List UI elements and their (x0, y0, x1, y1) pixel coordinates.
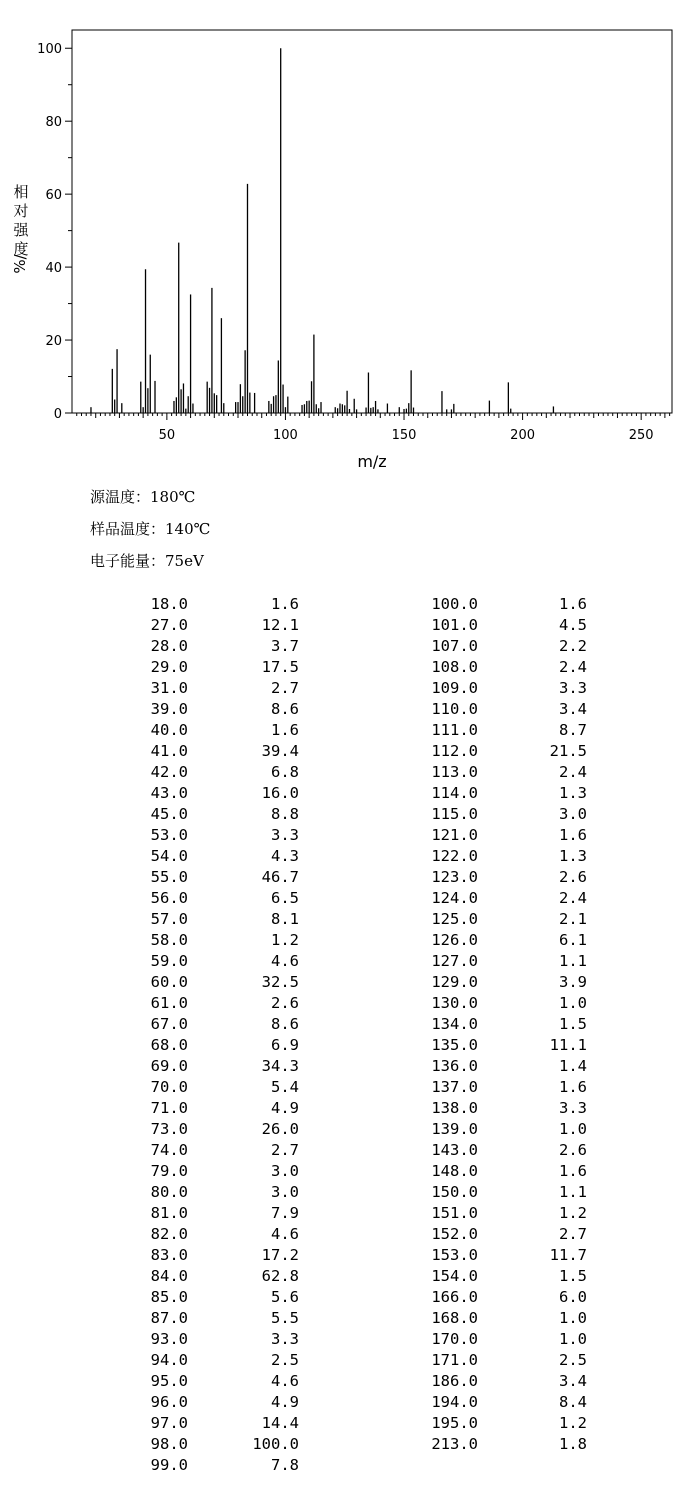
peak-mz: 121.0 (431, 826, 478, 844)
y-axis-label-char: 强 (13, 221, 29, 239)
peak-intensity: 11.7 (549, 1246, 587, 1264)
peak-mz: 87.0 (150, 1309, 188, 1327)
peak-mz: 108.0 (431, 658, 478, 676)
peak-mz: 122.0 (431, 847, 478, 865)
peak-mz: 43.0 (150, 784, 188, 802)
peak-mz: 151.0 (431, 1204, 478, 1222)
peak-mz: 56.0 (150, 889, 188, 907)
peak-mz: 152.0 (431, 1225, 478, 1243)
peak-intensity: 4.6 (271, 952, 299, 970)
peak-intensity: 5.6 (271, 1288, 299, 1306)
peak-mz: 99.0 (150, 1456, 188, 1474)
peak-mz: 123.0 (431, 868, 478, 886)
peak-intensity: 1.0 (559, 1330, 587, 1348)
peak-intensity: 7.9 (271, 1204, 299, 1222)
peak-intensity: 3.3 (559, 679, 587, 697)
peak-mz: 18.0 (150, 595, 188, 613)
peak-intensity: 1.1 (559, 952, 587, 970)
peak-intensity: 1.1 (559, 1183, 587, 1201)
peak-mz: 139.0 (431, 1120, 478, 1138)
y-axis-label (11, 183, 29, 274)
peak-intensity: 3.7 (271, 637, 299, 655)
peak-mz: 150.0 (431, 1183, 478, 1201)
y-tick-label: 20 (45, 334, 62, 350)
y-axis (37, 42, 72, 422)
peak-intensity: 3.9 (559, 973, 587, 991)
peak-intensity: 17.2 (261, 1246, 299, 1264)
peak-intensity: 46.7 (261, 868, 299, 886)
peak-mz: 67.0 (150, 1015, 188, 1033)
peak-intensity: 1.6 (559, 826, 587, 844)
source-temperature: 源温度：180℃ (90, 488, 196, 506)
peak-intensity: 2.4 (559, 889, 587, 907)
peak-intensity: 62.8 (261, 1267, 299, 1285)
peak-mz: 109.0 (431, 679, 478, 697)
peak-intensity: 7.8 (271, 1456, 299, 1474)
peak-intensity: 2.7 (559, 1225, 587, 1243)
peak-intensity: 1.8 (559, 1435, 587, 1453)
peak-mz: 74.0 (150, 1141, 188, 1159)
sample-temperature: 样品温度：140℃ (90, 520, 211, 538)
peak-intensity: 8.8 (271, 805, 299, 823)
peak-intensity: 2.2 (559, 637, 587, 655)
peak-mz: 107.0 (431, 637, 478, 655)
peak-mz: 134.0 (431, 1015, 478, 1033)
peak-intensity: 3.4 (559, 1372, 587, 1390)
peak-intensity: 6.9 (271, 1036, 299, 1054)
peak-mz: 57.0 (150, 910, 188, 928)
mass-spectrum-chart (0, 0, 696, 480)
peak-mz: 137.0 (431, 1078, 478, 1096)
peak-intensity: 1.3 (559, 784, 587, 802)
peak-mz: 100.0 (431, 595, 478, 613)
peak-intensity: 6.8 (271, 763, 299, 781)
y-axis-label-char: 对 (13, 202, 29, 220)
peak-mz: 40.0 (150, 721, 188, 739)
peak-mz: 113.0 (431, 763, 478, 781)
peak-mz: 58.0 (150, 931, 188, 949)
peak-intensity: 1.4 (559, 1057, 587, 1075)
peak-intensity: 4.6 (271, 1372, 299, 1390)
peak-intensity: 1.2 (271, 931, 299, 949)
peak-intensity: 1.0 (559, 1309, 587, 1327)
peak-mz: 171.0 (431, 1351, 478, 1369)
peak-intensity: 1.6 (559, 1162, 587, 1180)
peak-intensity: 1.0 (559, 994, 587, 1012)
peak-intensity: 5.4 (271, 1078, 299, 1096)
peak-mz: 70.0 (150, 1078, 188, 1096)
peak-intensity: 2.7 (271, 679, 299, 697)
peak-intensity: 3.0 (271, 1183, 299, 1201)
peak-intensity: 34.3 (261, 1057, 299, 1075)
peak-intensity: 39.4 (261, 742, 299, 760)
peak-mz: 69.0 (150, 1057, 188, 1075)
peak-intensity: 3.0 (559, 805, 587, 823)
y-axis-label-char: %/ (11, 254, 29, 274)
peak-intensity: 2.1 (559, 910, 587, 928)
peak-intensity: 26.0 (261, 1120, 299, 1138)
peak-mz: 127.0 (431, 952, 478, 970)
peak-intensity: 11.1 (549, 1036, 587, 1054)
peak-mz: 96.0 (150, 1393, 188, 1411)
x-axis-label: m/z (357, 452, 387, 471)
peak-intensity: 32.5 (261, 973, 299, 991)
peak-intensity: 2.6 (271, 994, 299, 1012)
peak-mz: 125.0 (431, 910, 478, 928)
peak-mz: 168.0 (431, 1309, 478, 1327)
peak-intensity: 1.5 (559, 1267, 587, 1285)
peak-intensity: 1.6 (559, 595, 587, 613)
peak-intensity: 6.0 (559, 1288, 587, 1306)
peak-mz: 45.0 (150, 805, 188, 823)
peak-intensity: 1.2 (559, 1414, 587, 1432)
y-tick-label: 40 (45, 261, 62, 277)
peak-mz: 112.0 (431, 742, 478, 760)
peak-mz: 42.0 (150, 763, 188, 781)
peak-intensity: 1.5 (559, 1015, 587, 1033)
y-tick-label: 60 (45, 188, 62, 204)
peak-intensity: 3.4 (559, 700, 587, 718)
peak-intensity: 2.6 (559, 1141, 587, 1159)
peak-intensity: 100.0 (252, 1435, 299, 1453)
peak-intensity: 1.3 (559, 847, 587, 865)
peak-mz: 195.0 (431, 1414, 478, 1432)
y-axis-label-char: 相 (13, 183, 29, 201)
peak-intensity: 2.4 (559, 658, 587, 676)
peak-mz: 101.0 (431, 616, 478, 634)
x-tick-label: 150 (391, 428, 417, 443)
plot-frame (72, 30, 672, 413)
peak-mz: 166.0 (431, 1288, 478, 1306)
y-tick-label: 100 (37, 42, 62, 58)
peak-intensity: 2.6 (559, 868, 587, 886)
peak-mz: 111.0 (431, 721, 478, 739)
peak-mz: 135.0 (431, 1036, 478, 1054)
peak-mz: 98.0 (150, 1435, 188, 1453)
peak-mz: 39.0 (150, 700, 188, 718)
peak-mz: 53.0 (150, 826, 188, 844)
peak-intensity: 3.3 (559, 1099, 587, 1117)
peak-intensity: 2.7 (271, 1141, 299, 1159)
peak-mz: 41.0 (150, 742, 188, 760)
y-tick-label: 0 (53, 407, 62, 422)
peak-mz: 130.0 (431, 994, 478, 1012)
peak-intensity: 6.1 (559, 931, 587, 949)
peak-mz: 85.0 (150, 1288, 188, 1306)
peak-mz: 31.0 (150, 679, 188, 697)
peak-intensity: 1.0 (559, 1120, 587, 1138)
peak-intensity: 1.6 (271, 595, 299, 613)
peak-mz: 194.0 (431, 1393, 478, 1411)
peak-intensity: 2.5 (559, 1351, 587, 1369)
x-tick-label: 250 (628, 428, 654, 443)
peak-intensity: 8.6 (271, 700, 299, 718)
peak-mz: 143.0 (431, 1141, 478, 1159)
peak-mz: 153.0 (431, 1246, 478, 1264)
peak-mz: 170.0 (431, 1330, 478, 1348)
peak-intensity: 17.5 (261, 658, 299, 676)
peak-intensity: 8.6 (271, 1015, 299, 1033)
peak-mz: 114.0 (431, 784, 478, 802)
peak-intensity: 8.4 (559, 1393, 587, 1411)
peak-intensity: 2.4 (559, 763, 587, 781)
peak-mz: 186.0 (431, 1372, 478, 1390)
x-tick-label: 50 (158, 428, 176, 443)
peak-mz: 213.0 (431, 1435, 478, 1453)
peak-intensity: 4.9 (271, 1099, 299, 1117)
peak-mz: 93.0 (150, 1330, 188, 1348)
peak-mz: 61.0 (150, 994, 188, 1012)
peak-intensity: 1.2 (559, 1204, 587, 1222)
peak-mz: 27.0 (150, 616, 188, 634)
peak-mz: 148.0 (431, 1162, 478, 1180)
peak-intensity: 4.3 (271, 847, 299, 865)
peak-intensity: 21.5 (549, 742, 587, 760)
y-tick-label: 80 (45, 115, 62, 131)
peak-mz: 79.0 (150, 1162, 188, 1180)
x-tick-label: 100 (273, 428, 298, 443)
peak-intensity: 4.5 (559, 616, 587, 634)
peak-mz: 115.0 (431, 805, 478, 823)
x-tick-label: 200 (510, 428, 536, 443)
peak-mz: 97.0 (150, 1414, 188, 1432)
peak-mz: 73.0 (150, 1120, 188, 1138)
peak-mz: 110.0 (431, 700, 478, 718)
peak-mz: 138.0 (431, 1099, 478, 1117)
peak-mz: 94.0 (150, 1351, 188, 1369)
peak-mz: 60.0 (150, 973, 188, 991)
peak-intensity: 3.3 (271, 826, 299, 844)
peak-mz: 29.0 (150, 658, 188, 676)
peak-mz: 55.0 (150, 868, 188, 886)
peak-intensity: 12.1 (261, 616, 299, 634)
peak-intensity: 16.0 (261, 784, 299, 802)
peak-mz: 136.0 (431, 1057, 478, 1075)
peak-mz: 95.0 (150, 1372, 188, 1390)
electron-energy: 电子能量：75eV (90, 552, 204, 570)
peak-mz: 80.0 (150, 1183, 188, 1201)
peak-intensity: 8.7 (559, 721, 587, 739)
peak-mz: 84.0 (150, 1267, 188, 1285)
peak-intensity: 6.5 (271, 889, 299, 907)
peak-mz: 154.0 (431, 1267, 478, 1285)
peak-intensity: 1.6 (271, 721, 299, 739)
peak-intensity: 1.6 (559, 1078, 587, 1096)
y-axis-label-char: 度 (13, 240, 29, 258)
peak-intensity: 8.1 (271, 910, 299, 928)
peak-mz: 54.0 (150, 847, 188, 865)
x-axis (77, 413, 670, 443)
peak-intensity: 3.0 (271, 1162, 299, 1180)
peak-intensity: 3.3 (271, 1330, 299, 1348)
peak-mz: 82.0 (150, 1225, 188, 1243)
peak-bars (91, 48, 553, 413)
peak-intensity: 5.5 (271, 1309, 299, 1327)
peak-mz: 83.0 (150, 1246, 188, 1264)
peak-intensity: 2.5 (271, 1351, 299, 1369)
peak-mz: 59.0 (150, 952, 188, 970)
peak-intensity: 14.4 (261, 1414, 299, 1432)
peak-mz: 71.0 (150, 1099, 188, 1117)
peak-mz: 81.0 (150, 1204, 188, 1222)
peak-mz: 126.0 (431, 931, 478, 949)
peak-mz: 124.0 (431, 889, 478, 907)
peak-mz: 68.0 (150, 1036, 188, 1054)
peak-intensity: 4.6 (271, 1225, 299, 1243)
peak-intensity: 4.9 (271, 1393, 299, 1411)
peak-mz: 28.0 (150, 637, 188, 655)
peak-mz: 129.0 (431, 973, 478, 991)
